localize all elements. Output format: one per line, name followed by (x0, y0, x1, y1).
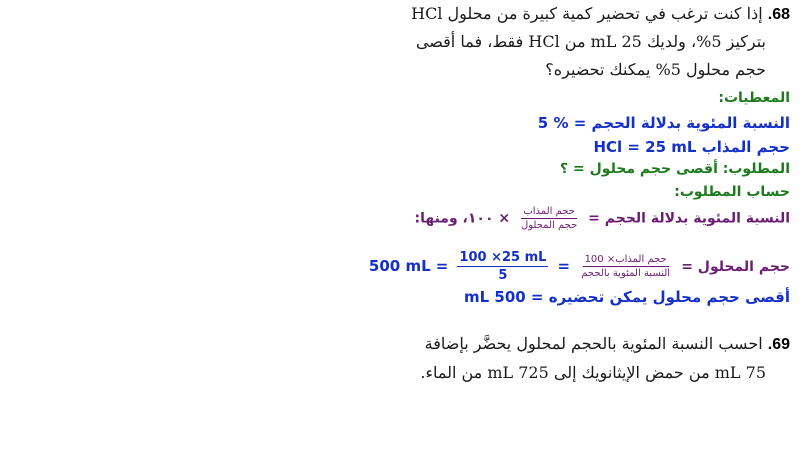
formula-fraction (519, 206, 579, 231)
volume-result: 500 mL (368, 257, 431, 275)
required-line: المطلوب: أقصى حجم محلول = ؟ (560, 161, 790, 177)
calc-heading: حساب المطلوب: (674, 184, 790, 200)
q69-line1 (425, 334, 790, 354)
formula-frac-top: حجم المذاب (523, 206, 575, 217)
given-percent: النسبة المئوية بدلالة الحجم = % 5 (537, 114, 790, 132)
q68-text-line1: إذا كنت ترغب في تحضير كمية كبيرة من محلول HCl (411, 4, 763, 23)
volume-equation (369, 250, 790, 283)
given-solute-volume: حجم المذاب HCl = 25 mL (593, 138, 790, 156)
volume-lhs: حجم المحلول = (681, 259, 790, 275)
equals-sign-1: = (557, 257, 571, 275)
formula-frac-bottom: حجم المحلول (520, 220, 578, 231)
formula-line (414, 206, 790, 231)
q68-text-line2: بتركيز 5%، ولديك 25 mL من HCl فقط، فما أقصى (415, 32, 766, 51)
numeric-frac-bottom: 5 (498, 268, 508, 283)
q68-text-line3: حجم محلول 5% يمكنك تحضيره؟ (545, 60, 766, 79)
numeric-frac-top: 100 ×25 mL (459, 250, 547, 265)
q69-number: 69. (767, 336, 790, 353)
q68-number: 68. (767, 6, 790, 23)
q69-text-line1: احسب النسبة المئوية بالحجم لمحلول يحضَّر بإضافة (424, 334, 763, 353)
volume-frac-top: حجم المذاب× 100 (584, 254, 667, 265)
formula-lhs: النسبة المئوية بدلالة الحجم = (588, 210, 790, 227)
numeric-fraction (457, 250, 548, 283)
equals-sign-2: = (435, 257, 449, 275)
final-answer: أقصى حجم محلول يمكن تحضيره = 500 mL (463, 288, 790, 306)
formula-tail: × ١٠٠، ومنها: (414, 210, 511, 227)
volume-frac-bottom: النسبة المئوية بالحجم (581, 268, 671, 279)
volume-formula-fraction (579, 254, 672, 279)
givens-heading: المعطيات: (718, 90, 790, 106)
q69-text-line2: 75 mL من حمض الإيثانويك إلى 725 mL من الماء. (420, 363, 766, 382)
q68-line1 (411, 4, 790, 24)
